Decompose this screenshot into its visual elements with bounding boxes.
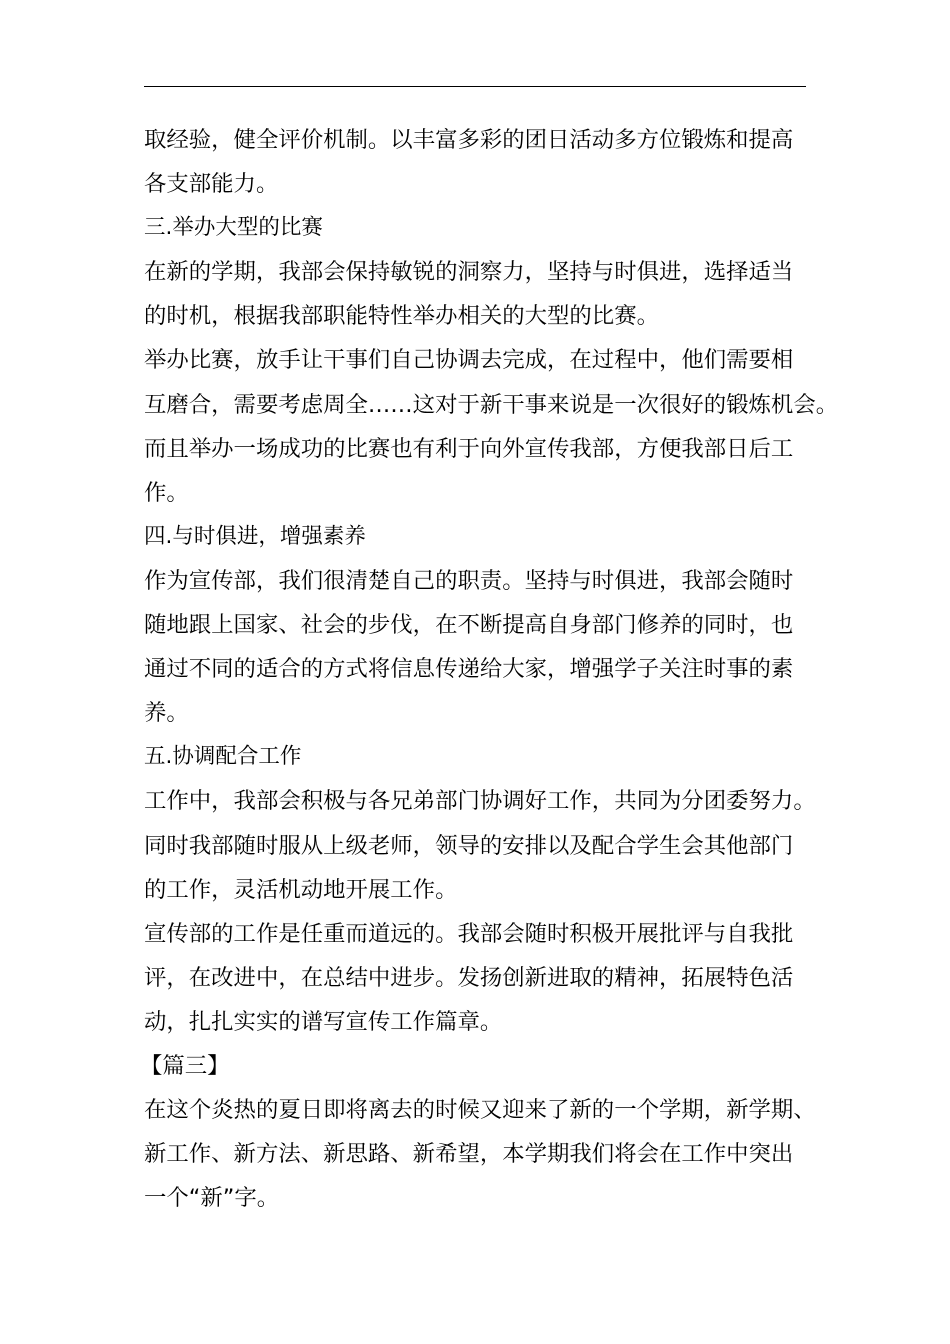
section-heading: 四.与时俱进，增强素养 xyxy=(144,523,366,549)
body-line: 取经验，健全评价机制。以丰富多彩的团日活动多方位锻炼和提高 xyxy=(144,127,794,153)
body-line: 举办比赛，放手让干事们自己协调去完成，在过程中，他们需要相 xyxy=(144,347,794,374)
body-line: 而且举办一场成功的比赛也有利于向外宣传我部，方便我部日后工 xyxy=(144,435,794,462)
body-line: 作为宣传部，我们很清楚自己的职责。坚持与时俱进，我部会随时 xyxy=(144,567,794,594)
body-line: 的时机，根据我部职能特性举办相关的大型的比赛。 xyxy=(144,303,659,330)
body-line: 在新的学期，我部会保持敏锐的洞察力，坚持与时俱进，选择适当 xyxy=(144,259,794,286)
body-line: 随地跟上国家、社会的步伐，在不断提高自身部门修养的同时，也 xyxy=(144,612,794,639)
section-heading: 五.协调配合工作 xyxy=(144,744,302,770)
body-line: 一个“新”字。 xyxy=(144,1185,280,1212)
part-heading: 【篇三】 xyxy=(140,1052,230,1079)
body-line: 评，在改进中，在总结中进步。发扬创新进取的精神，拓展特色活 xyxy=(144,964,794,991)
document-body xyxy=(140,118,844,1220)
body-line: 动，扎扎实实的谱写宣传工作篇章。 xyxy=(144,1008,503,1035)
body-line: 工作中，我部会积极与各兄弟部门协调好工作，共同为分团委努力。 xyxy=(144,788,816,815)
body-line: 各支部能力。 xyxy=(144,171,279,198)
body-line: 作。 xyxy=(144,479,189,506)
body-line: 宣传部的工作是任重而道远的。我部会随时积极开展批评与自我批 xyxy=(144,920,794,947)
header-rule xyxy=(144,86,806,87)
body-line: 互磨合，需要考虑周全……这对于新干事来说是一次很好的锻炼机会。 xyxy=(144,391,839,418)
body-line: 的工作，灵活机动地开展工作。 xyxy=(144,876,458,903)
section-heading: 三.举办大型的比赛 xyxy=(144,215,323,241)
body-line: 养。 xyxy=(144,700,189,727)
body-line: 同时我部随时服从上级老师，领导的安排以及配合学生会其他部门 xyxy=(144,832,794,859)
body-line: 通过不同的适合的方式将信息传递给大家，增强学子关注时事的素 xyxy=(144,656,794,683)
body-line: 新工作、新方法、新思路、新希望，本学期我们将会在工作中突出 xyxy=(144,1141,794,1168)
body-line: 在这个炎热的夏日即将离去的时候又迎来了新的一个学期，新学期、 xyxy=(144,1097,816,1124)
